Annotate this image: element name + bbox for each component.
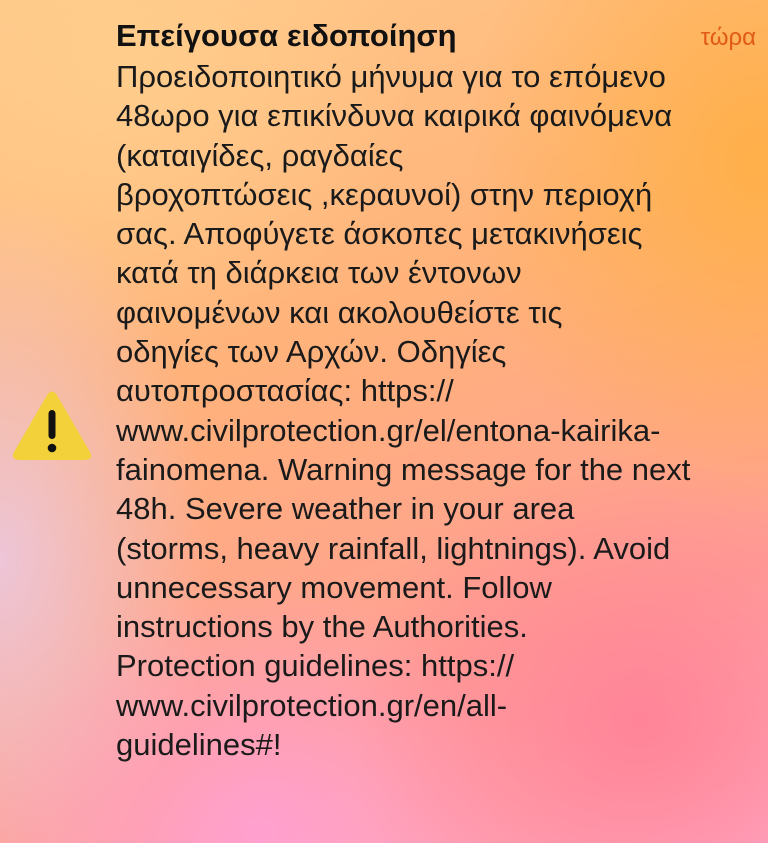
message-line: unnecessary movement. Follow bbox=[116, 569, 552, 605]
message-line: Protection guidelines: https:// bbox=[116, 648, 515, 684]
message-line: φαινομένων και ακολουθείστε τις bbox=[116, 294, 563, 330]
message-line: (storms, heavy rainfall, lightnings). Avoid bbox=[116, 530, 671, 566]
message-line: οδηγίες των Αρχών. Οδηγίες bbox=[116, 334, 507, 370]
message-line: fainomena. Warning message for the next bbox=[116, 451, 691, 487]
message-line-link[interactable]: www.civilprotection.gr/en/all- bbox=[116, 687, 508, 723]
message-line: 48h. Severe weather in your area bbox=[116, 491, 575, 527]
notification-title: Επείγουσα ειδοποίηση bbox=[116, 18, 457, 53]
message-line: βροχοπτώσεις ,κεραυνοί) στην περιοχή bbox=[116, 176, 653, 212]
message-line: σας. Αποφύγετε άσκοπες μετακινήσεις bbox=[116, 216, 643, 252]
message-line: κατά τη διάρκεια των έντονων bbox=[116, 255, 522, 291]
message-line: 48ωρο για επικίνδυνα καιρικά φαινόμενα bbox=[116, 98, 673, 134]
notification-time: τώρα bbox=[700, 24, 756, 51]
message-line: instructions by the Authorities. bbox=[116, 609, 528, 645]
message-line: (καταιγίδες, ραγδαίες bbox=[116, 137, 404, 173]
message-line: αυτοπροστασίας: https:// bbox=[116, 373, 454, 409]
notification-message bbox=[116, 57, 764, 764]
message-line-link[interactable]: www.civilprotection.gr/el/entona-kairika- bbox=[116, 412, 661, 448]
message-line: Προειδοποιητικό μήνυμα για το επόμενο bbox=[116, 59, 666, 94]
warning-triangle-icon bbox=[10, 388, 94, 464]
message-line: guidelines#! bbox=[116, 727, 282, 763]
